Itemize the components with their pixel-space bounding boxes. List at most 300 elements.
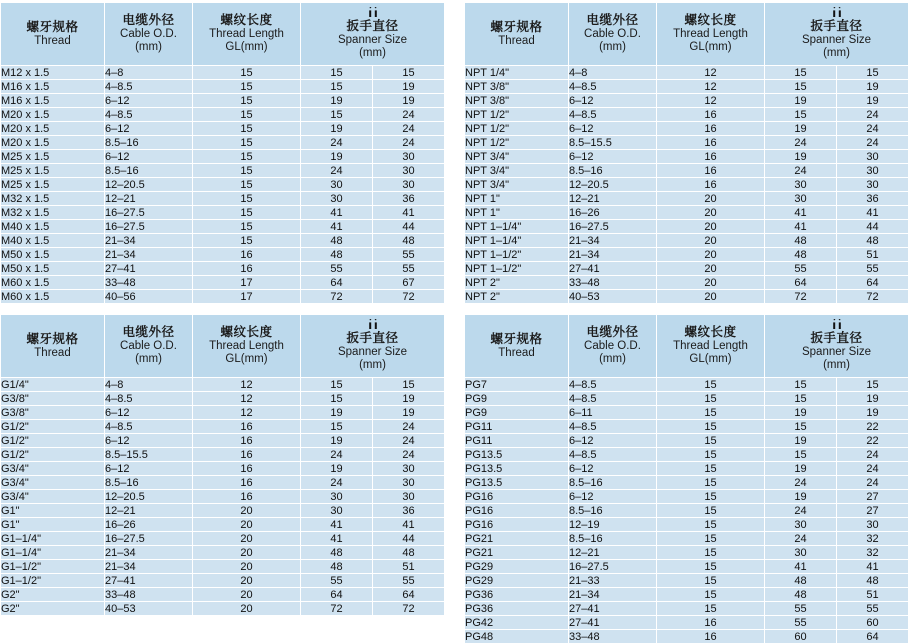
cell-thread: PG29: [465, 574, 569, 588]
table-row: [465, 122, 908, 136]
cell-thread: PG21: [465, 546, 569, 560]
cell-sp2: 48: [837, 574, 908, 588]
cell-sp2: 64: [837, 630, 908, 644]
cell-len: 15: [657, 406, 765, 420]
table-row: [1, 588, 445, 602]
cell-len: 16: [657, 164, 765, 178]
cell-sp1: 72: [765, 290, 837, 304]
cell-od: 40–56: [105, 290, 193, 304]
cell-sp2: 55: [837, 602, 908, 616]
table-row: [1, 518, 445, 532]
cell-len: 20: [193, 574, 301, 588]
cell-sp2: 44: [373, 532, 445, 546]
cell-sp1: 15: [301, 392, 373, 406]
cell-thread: PG36: [465, 602, 569, 616]
header-thread-length-en: Thread Length: [193, 340, 300, 354]
cell-od: 6–12: [105, 122, 193, 136]
cell-len: 15: [657, 378, 765, 392]
pg-table-body: [465, 378, 908, 644]
cell-od: 21–33: [569, 574, 657, 588]
table-row: [1, 574, 445, 588]
cell-len: 16: [193, 490, 301, 504]
cell-len: 15: [193, 178, 301, 192]
metric-table: [0, 2, 445, 304]
cell-thread: NPT 1/4": [465, 66, 569, 80]
cell-od: 6–11: [569, 406, 657, 420]
header-spanner-size: [765, 315, 908, 378]
cell-od: 12–21: [569, 192, 657, 206]
npt-table: [464, 2, 908, 304]
cell-thread: NPT 2": [465, 290, 569, 304]
cell-thread: NPT 3/4": [465, 178, 569, 192]
header-spanner-size: [301, 315, 445, 378]
cell-thread: NPT 1–1/2": [465, 262, 569, 276]
cell-od: 4–8: [105, 66, 193, 80]
cell-sp2: 36: [373, 192, 445, 206]
table-row: [465, 392, 908, 406]
g-table-body: [1, 378, 445, 616]
table-row: [465, 546, 908, 560]
table-row: [1, 560, 445, 574]
header-spanner-size: [765, 3, 908, 66]
cell-od: 4–8.5: [569, 392, 657, 406]
cell-thread: NPT 3/8": [465, 94, 569, 108]
cell-od: 4–8: [569, 66, 657, 80]
cell-sp1: 15: [765, 420, 837, 434]
cell-len: 20: [193, 518, 301, 532]
cell-sp2: 19: [837, 80, 908, 94]
cell-od: 4–8.5: [569, 378, 657, 392]
header-thread-length-cn: 螺纹长度: [657, 325, 764, 340]
cell-sp2: 24: [373, 122, 445, 136]
header-spanner-unit: (mm): [301, 359, 444, 373]
cell-od: 4–8.5: [569, 420, 657, 434]
cell-len: 20: [193, 588, 301, 602]
cell-thread: PG13.5: [465, 448, 569, 462]
table-row: [1, 248, 445, 262]
cell-od: 27–41: [569, 616, 657, 630]
cell-sp1: 19: [301, 94, 373, 108]
cell-od: 12–20.5: [105, 178, 193, 192]
cell-thread: NPT 3/4": [465, 150, 569, 164]
table-row: [1, 490, 445, 504]
cell-thread: NPT 1/2": [465, 108, 569, 122]
cell-od: 6–12: [569, 122, 657, 136]
cell-thread: PG9: [465, 392, 569, 406]
cell-thread: M32 x 1.5: [1, 206, 105, 220]
cell-thread: M40 x 1.5: [1, 220, 105, 234]
cell-len: 15: [193, 80, 301, 94]
cell-sp1: 72: [301, 290, 373, 304]
cell-od: 21–34: [569, 234, 657, 248]
cell-od: 33–48: [105, 588, 193, 602]
cell-sp1: 41: [301, 206, 373, 220]
cell-len: 20: [193, 504, 301, 518]
cell-sp1: 15: [301, 378, 373, 392]
cell-thread: G3/4": [1, 490, 105, 504]
cell-od: 40–53: [105, 602, 193, 616]
cell-od: 8.5–16: [105, 164, 193, 178]
table-row: [1, 504, 445, 518]
cell-sp2: 36: [373, 504, 445, 518]
header-thread-length-unit: GL(mm): [193, 41, 300, 55]
table-row: [1, 602, 445, 616]
header-thread-length: [657, 3, 765, 66]
cell-sp2: 41: [373, 518, 445, 532]
g-table-block: [0, 314, 444, 616]
cell-thread: G2": [1, 588, 105, 602]
table-row: [1, 546, 445, 560]
cell-sp1: 19: [765, 406, 837, 420]
table-row: [465, 434, 908, 448]
cell-len: 15: [657, 434, 765, 448]
cell-sp2: 32: [837, 532, 908, 546]
table-row: [1, 192, 445, 206]
table-row: [1, 476, 445, 490]
cell-od: 21–34: [105, 546, 193, 560]
metric-table-body: [1, 66, 445, 304]
cell-sp1: 19: [301, 406, 373, 420]
header-thread: [1, 3, 105, 66]
cell-thread: PG11: [465, 434, 569, 448]
cell-len: 20: [657, 276, 765, 290]
cell-sp2: 72: [837, 290, 908, 304]
cell-len: 15: [657, 518, 765, 532]
table-row: [1, 80, 445, 94]
cell-sp1: 24: [301, 448, 373, 462]
cell-thread: M60 x 1.5: [1, 276, 105, 290]
cell-len: 16: [193, 462, 301, 476]
table-row: [465, 490, 908, 504]
cell-len: 15: [657, 476, 765, 490]
table-row: [465, 504, 908, 518]
table-row: [1, 448, 445, 462]
cell-sp1: 15: [301, 420, 373, 434]
table-row: [1, 94, 445, 108]
header-thread-length-en: Thread Length: [657, 28, 764, 42]
cell-sp2: 19: [837, 94, 908, 108]
cell-od: 12–21: [569, 546, 657, 560]
cell-sp1: 30: [301, 490, 373, 504]
header-thread: [465, 3, 569, 66]
header-spanner-cn: 扳手直径: [301, 331, 444, 346]
header-thread: [1, 315, 105, 378]
cell-sp1: 55: [301, 574, 373, 588]
table-row: [465, 192, 908, 206]
header-thread-cn: 螺牙规格: [465, 332, 568, 347]
cell-od: 6–12: [105, 406, 193, 420]
cell-sp2: 19: [837, 406, 908, 420]
header-cable-od-cn: 电缆外径: [569, 325, 656, 340]
cell-sp2: 55: [373, 262, 445, 276]
cell-sp2: 30: [373, 150, 445, 164]
cell-sp2: 24: [373, 108, 445, 122]
cell-len: 16: [193, 248, 301, 262]
cell-od: 27–41: [105, 262, 193, 276]
cell-sp1: 19: [765, 462, 837, 476]
cell-len: 16: [657, 630, 765, 644]
cell-sp1: 30: [301, 178, 373, 192]
g-table: [0, 314, 445, 616]
table-row: [465, 476, 908, 490]
cell-sp1: 19: [301, 122, 373, 136]
header-thread-length-en: Thread Length: [657, 340, 764, 354]
table-row: [465, 560, 908, 574]
cell-len: 20: [657, 290, 765, 304]
cell-sp2: 72: [373, 290, 445, 304]
header-cable-od-cn: 电缆外径: [105, 13, 192, 28]
cell-od: 6–12: [105, 94, 193, 108]
table-row: [1, 66, 445, 80]
cell-len: 16: [657, 150, 765, 164]
cell-od: 21–34: [105, 234, 193, 248]
header-thread-length-cn: 螺纹长度: [193, 325, 300, 340]
table-row: [1, 150, 445, 164]
cell-thread: PG48: [465, 630, 569, 644]
cell-sp2: 51: [373, 560, 445, 574]
cell-len: 15: [193, 108, 301, 122]
cell-sp1: 15: [301, 108, 373, 122]
cell-len: 20: [193, 532, 301, 546]
cell-thread: G3/4": [1, 462, 105, 476]
cell-sp2: 30: [373, 490, 445, 504]
cell-sp1: 24: [765, 476, 837, 490]
cell-len: 16: [193, 448, 301, 462]
cell-od: 16–26: [105, 518, 193, 532]
table-row: [465, 248, 908, 262]
cell-thread: NPT 1–1/2": [465, 248, 569, 262]
cell-sp1: 48: [765, 588, 837, 602]
cell-sp1: 19: [765, 150, 837, 164]
table-row: [1, 462, 445, 476]
cell-sp1: 30: [765, 192, 837, 206]
cell-sp2: 64: [837, 276, 908, 290]
cell-thread: M60 x 1.5: [1, 290, 105, 304]
pg-table-block: [464, 314, 908, 644]
header-thread-cn: 螺牙规格: [1, 332, 104, 347]
cell-sp1: 30: [765, 518, 837, 532]
cell-len: 20: [657, 234, 765, 248]
header-spanner-en: Spanner Size: [765, 34, 908, 48]
header-spanner-en: Spanner Size: [301, 346, 444, 360]
cell-len: 17: [193, 276, 301, 290]
cell-sp2: 51: [837, 588, 908, 602]
header-spanner-cn: 扳手直径: [301, 19, 444, 34]
cell-sp1: 24: [301, 476, 373, 490]
cell-sp1: 48: [301, 248, 373, 262]
cell-od: 8.5–16: [569, 532, 657, 546]
cell-len: 15: [193, 150, 301, 164]
cell-sp2: 19: [373, 406, 445, 420]
table-row: [1, 378, 445, 392]
cell-od: 21–34: [105, 248, 193, 262]
cell-sp1: 72: [301, 602, 373, 616]
table-row: [465, 462, 908, 476]
cell-sp2: 15: [837, 378, 908, 392]
cell-sp1: 41: [765, 220, 837, 234]
cell-sp1: 15: [765, 108, 837, 122]
table-row: [1, 276, 445, 290]
cell-od: 16–27.5: [105, 206, 193, 220]
cell-thread: M32 x 1.5: [1, 192, 105, 206]
table-row: [465, 290, 908, 304]
cell-len: 15: [193, 66, 301, 80]
cell-sp2: 55: [837, 262, 908, 276]
cell-thread: NPT 1–1/4": [465, 220, 569, 234]
cell-thread: G2": [1, 602, 105, 616]
cell-od: 6–12: [569, 434, 657, 448]
cell-len: 15: [193, 220, 301, 234]
table-row: [1, 532, 445, 546]
cell-len: 15: [193, 136, 301, 150]
cell-thread: G3/4": [1, 476, 105, 490]
cell-thread: G1/2": [1, 420, 105, 434]
cell-thread: M50 x 1.5: [1, 262, 105, 276]
cell-sp1: 64: [765, 276, 837, 290]
cell-od: 8.5–16: [569, 504, 657, 518]
cell-thread: G1/2": [1, 448, 105, 462]
cell-od: 6–12: [569, 94, 657, 108]
header-spanner-unit: (mm): [765, 47, 908, 61]
header-spanner-cn: 扳手直径: [765, 19, 908, 34]
cell-sp2: 44: [373, 220, 445, 234]
cell-sp2: 15: [837, 66, 908, 80]
cell-sp2: 27: [837, 490, 908, 504]
table-row: [465, 448, 908, 462]
header-thread-en: Thread: [1, 347, 104, 361]
cell-sp1: 30: [765, 178, 837, 192]
cell-len: 16: [657, 178, 765, 192]
cell-thread: PG16: [465, 490, 569, 504]
cell-od: 6–12: [105, 150, 193, 164]
cell-sp1: 41: [301, 532, 373, 546]
cell-od: 12–19: [569, 518, 657, 532]
cell-thread: PG42: [465, 616, 569, 630]
cell-sp1: 41: [301, 220, 373, 234]
cell-sp2: 41: [837, 206, 908, 220]
cell-sp1: 64: [301, 588, 373, 602]
cell-sp1: 48: [765, 248, 837, 262]
header-thread-length-unit: GL(mm): [657, 353, 764, 367]
cell-thread: M40 x 1.5: [1, 234, 105, 248]
header-cable-od: [105, 3, 193, 66]
header-thread-length-cn: 螺纹长度: [657, 13, 764, 28]
cell-len: 15: [657, 602, 765, 616]
cell-od: 16–27.5: [569, 560, 657, 574]
table-row: [1, 108, 445, 122]
header-thread-length: [193, 315, 301, 378]
cell-len: 12: [193, 406, 301, 420]
cell-od: 4–8.5: [105, 80, 193, 94]
cell-sp1: 15: [301, 66, 373, 80]
header-cable-od-en: Cable O.D.: [569, 340, 656, 354]
cell-sp2: 30: [837, 518, 908, 532]
pg-table: [464, 314, 908, 644]
cell-thread: G3/8": [1, 406, 105, 420]
table-row: [1, 164, 445, 178]
header-thread-length-unit: GL(mm): [657, 41, 764, 55]
cell-sp2: 30: [373, 164, 445, 178]
cell-sp2: 55: [373, 574, 445, 588]
cell-sp1: 41: [765, 206, 837, 220]
cell-thread: M20 x 1.5: [1, 136, 105, 150]
cell-thread: M20 x 1.5: [1, 108, 105, 122]
cell-sp2: 24: [837, 136, 908, 150]
cell-sp1: 48: [301, 234, 373, 248]
cell-sp2: 15: [373, 66, 445, 80]
cell-len: 16: [193, 420, 301, 434]
cell-od: 6–12: [105, 434, 193, 448]
header-spanner-size: [301, 3, 445, 66]
cell-len: 16: [193, 262, 301, 276]
cell-sp2: 30: [373, 178, 445, 192]
cell-sp2: 15: [373, 378, 445, 392]
cell-len: 20: [657, 192, 765, 206]
cell-len: 20: [193, 602, 301, 616]
cell-thread: NPT 3/4": [465, 164, 569, 178]
cell-len: 20: [657, 206, 765, 220]
cell-od: 27–41: [105, 574, 193, 588]
cell-sp2: 30: [837, 164, 908, 178]
cell-sp2: 48: [373, 234, 445, 248]
wrench-icon: [830, 7, 844, 18]
cell-len: 20: [193, 560, 301, 574]
cell-len: 15: [193, 206, 301, 220]
cell-sp1: 48: [765, 574, 837, 588]
cell-od: 16–27.5: [105, 220, 193, 234]
cell-od: 12–21: [105, 192, 193, 206]
cell-od: 12–21: [105, 504, 193, 518]
cell-len: 15: [657, 462, 765, 476]
table-row: [465, 420, 908, 434]
cell-od: 4–8.5: [105, 420, 193, 434]
cell-len: 12: [657, 66, 765, 80]
cell-od: 6–12: [569, 462, 657, 476]
cell-len: 16: [657, 136, 765, 150]
cell-thread: NPT 1": [465, 206, 569, 220]
cell-thread: PG36: [465, 588, 569, 602]
cell-sp2: 44: [837, 220, 908, 234]
cell-thread: G1/4": [1, 378, 105, 392]
table-header-row: [1, 3, 445, 66]
cell-od: 4–8.5: [569, 108, 657, 122]
cell-sp1: 48: [765, 234, 837, 248]
table-row: [465, 574, 908, 588]
cell-thread: G1": [1, 518, 105, 532]
cell-od: 8.5–15.5: [569, 136, 657, 150]
cell-od: 40–53: [569, 290, 657, 304]
table-row: [465, 136, 908, 150]
cell-od: 27–41: [569, 262, 657, 276]
cell-sp1: 55: [301, 262, 373, 276]
cell-sp1: 41: [765, 560, 837, 574]
header-spanner-unit: (mm): [765, 359, 908, 373]
cell-sp2: 32: [837, 546, 908, 560]
cell-thread: PG7: [465, 378, 569, 392]
cell-sp2: 24: [837, 122, 908, 136]
table-row: [1, 136, 445, 150]
cell-od: 33–48: [569, 630, 657, 644]
cell-thread: NPT 1–1/4": [465, 234, 569, 248]
cell-thread: G1": [1, 504, 105, 518]
cell-thread: PG11: [465, 420, 569, 434]
cell-len: 12: [657, 94, 765, 108]
cell-od: 33–48: [105, 276, 193, 290]
cell-thread: NPT 2": [465, 276, 569, 290]
header-cable-od: [105, 315, 193, 378]
cell-len: 15: [657, 546, 765, 560]
cell-thread: NPT 1": [465, 192, 569, 206]
